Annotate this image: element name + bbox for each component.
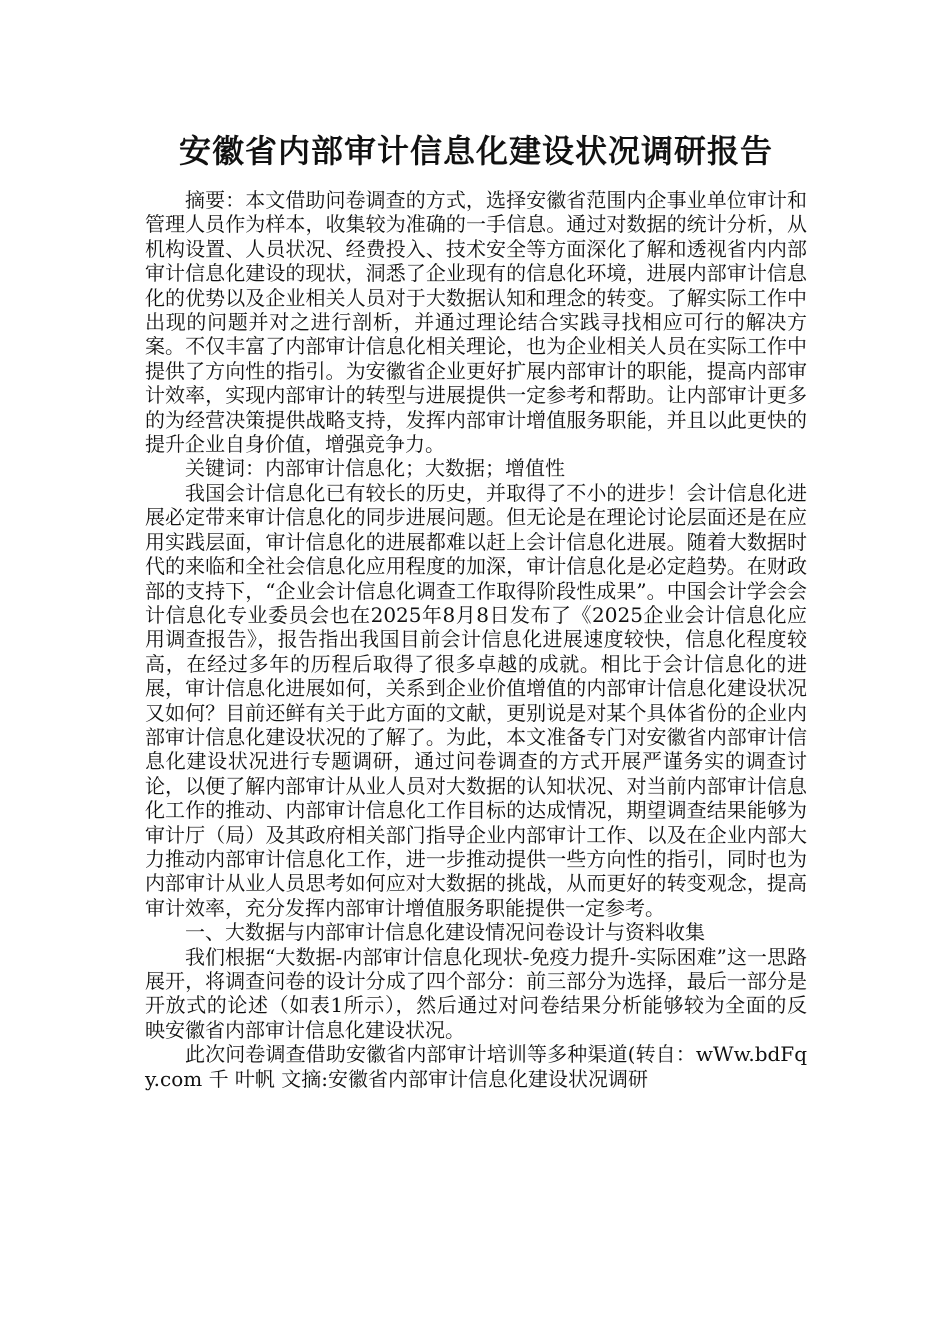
method-paragraph: 我们根据“大数据-内部审计信息化现状-免疫力提升-实际困难”这一思路展开，将调查问卷的设计分成了四个部分：前三部分为选择，最后一部分是开放式的论述（如表1所示），然后通过对问卷结果分析能够较为全面的反映安徽省内部审计信息化建设状况。 bbox=[145, 944, 807, 1042]
abstract-paragraph: 摘要：本文借助问卷调查的方式，选择安徽省范围内企事业单位审计和管理人员作为样本，收集较为准确的一手信息。通过对数据的统计分析，从机构设置、人员状况、经费投入、技术安全等方面深化了解和透视省内内部审计信息化建设的现状，洞悉了企业现有的信息化环境，进展内部审计信息化的优势以及企业相关人员对于大数据认知和理念的转变。了解实际工作中出现的问题并对之进行剖析，并通过理论结合实践寻找相应可行的解决方案。不仅丰富了内部审计信息化相关理论，也为企业相关人员在实际工作中提供了方向性的指引。为安徽省企业更好扩展内部审计的职能，提高内部审计效率，实现内部审计的转型与进展提供一定参考和帮助。让内部审计更多的为经营决策提供战略支持，发挥内部审计增值服务职能，并且以此更快的提升企业自身价值，增强竞争力。 bbox=[145, 188, 807, 457]
survey-paragraph: 此次问卷调查借助安徽省内部审计培训等多种渠道(转自：wWw.bdFqy.com 千 叶帆 文摘:安徽省内部审计信息化建设状况调研 bbox=[145, 1042, 807, 1091]
document-title: 安徽省内部审计信息化建设状况调研报告 bbox=[178, 132, 773, 170]
intro-paragraph: 我国会计信息化已有较长的历史，并取得了不小的进步！会计信息化进展必定带来审计信息化的同步进展问题。但无论是在理论讨论层面还是在应用实践层面，审计信息化的进展都难以赶上会计信息化进展。随着大数据时代的来临和全社会信息化应用程度的加深，审计信息化是必定趋势。在财政部的支持下，“企业会计信息化调查工作取得阶段性成果”。中国会计学会会计信息化专业委员会也在2025年8月8日发布了《2025企业会计信息化应用调查报告》，报告指出我国目前会计信息化进展速度较快，信息化程度较高，在经过多年的历程后取得了很多卓越的成就。相比于会计信息化的进展，审计信息化进展如何，关系到企业价值增值的内部审计信息化建设状况又如何？目前还鲜有关于此方面的文献，更别说是对某个具体省份的企业内部审计信息化建设状况的了解了。为此，本文准备专门对安徽省内部审计信息化建设状况进行专题调研，通过问卷调查的方式开展严谨务实的调查讨论，以便了解内部审计从业人员对大数据的认知状况、对当前内部审计信息化工作的推动、内部审计信息化工作目标的达成情况，期望调查结果能够为审计厅（局）及其政府相关部门指导企业内部审计工作、以及在企业内部大力推动内部审计信息化工作，进一步推动提供一些方向性的指引，同时也为内部审计从业人员思考如何应对大数据的挑战，从而更好的转变观念，提高审计效率，充分发挥内部审计增值服务职能提供一定参考。 bbox=[145, 480, 807, 920]
document-body bbox=[145, 188, 807, 1091]
keywords-paragraph: 关键词：内部审计信息化；大数据；增值性 bbox=[185, 456, 565, 481]
document-page bbox=[145, 128, 807, 1091]
section-heading: 一、大数据与内部审计信息化建设情况问卷设计与资料收集 bbox=[185, 920, 705, 945]
